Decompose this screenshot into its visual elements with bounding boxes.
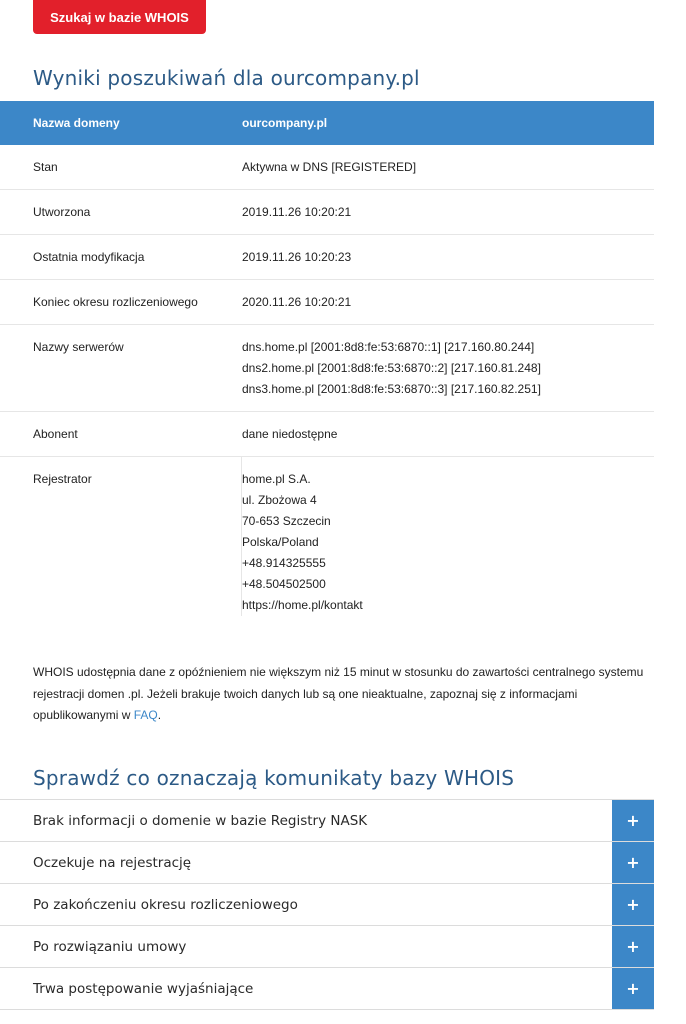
plus-icon[interactable]: + [612,926,654,967]
whois-info-text [33,662,653,727]
registrar-line: 70-653 Szczecin [242,514,331,528]
accordion-item-investigation[interactable] [0,967,654,1010]
registrar-line: https://home.pl/kontakt [242,598,363,612]
row-value: 2020.11.26 10:20:21 [242,295,352,309]
registrar-line: +48.504502500 [242,577,326,591]
table-row-subscriber [0,412,654,457]
info-body: WHOIS udostępnia dane z opóźnieniem nie większym niż 15 minut w stosunku do zawartości centralnego systemu rejestracji domen .pl. Jeżeli brakuje twoich danych lub są one nieaktualne, zapoznaj się z informacjami opublikowanymi w [33,665,644,722]
registrar-line: ul. Zbożowa 4 [242,493,317,507]
header-value: ourcompany.pl [242,116,328,130]
row-label: Nazwy serwerów [33,340,124,354]
plus-icon[interactable]: + [612,800,654,841]
row-label: Abonent [33,427,78,441]
row-value: dane niedostępne [242,427,338,441]
row-label: Koniec okresu rozliczeniowego [33,295,198,309]
registrar-line: home.pl S.A. [242,472,311,486]
plus-icon[interactable]: + [612,968,654,1009]
info-end: . [157,708,162,722]
table-row-billing-end [0,280,654,325]
table-row-registrar [0,457,654,627]
accordion-item-awaiting-registration[interactable] [0,841,654,883]
registrar-line: Polska/Poland [242,535,319,549]
accordion-label: Po rozwiązaniu umowy [33,938,187,955]
accordion-label: Po zakończeniu okresu rozliczeniowego [33,896,298,913]
table-row-modified [0,235,654,280]
nameserver-line: dns3.home.pl [2001:8d8:fe:53:6870::3] [217.160.82.251] [242,382,541,396]
row-value: 2019.11.26 10:20:23 [242,250,352,264]
plus-icon[interactable]: + [612,842,654,883]
messages-title: Sprawdź co oznaczają komunikaty bazy WHOIS [33,766,515,790]
row-label: Stan [33,160,58,174]
row-label: Rejestrator [33,472,92,486]
row-label: Utworzona [33,205,91,219]
table-row-nameservers [0,325,654,412]
accordion-item-contract-terminated[interactable] [0,925,654,967]
row-value [242,325,654,400]
whois-messages-accordion [0,799,654,1010]
accordion-item-no-info[interactable] [0,799,654,841]
accordion-label: Brak informacji o domenie w bazie Registry NASK [33,812,368,829]
row-value [241,457,654,616]
nameserver-line: dns2.home.pl [2001:8d8:fe:53:6870::2] [217.160.81.248] [242,361,541,375]
faq-link[interactable]: FAQ [133,708,158,722]
registrar-line: +48.914325555 [242,556,326,570]
search-whois-button[interactable]: Szukaj w bazie WHOIS [33,0,206,34]
whois-results-table [0,101,654,627]
accordion-item-after-billing[interactable] [0,883,654,925]
table-row-status [0,145,654,190]
row-label: Ostatnia modyfikacja [33,250,145,264]
row-value: Aktywna w DNS [REGISTERED] [242,160,417,174]
plus-icon[interactable]: + [612,884,654,925]
row-value: 2019.11.26 10:20:21 [242,205,352,219]
table-header [0,101,654,145]
nameserver-line: dns.home.pl [2001:8d8:fe:53:6870::1] [217.160.80.244] [242,340,535,354]
accordion-label: Trwa postępowanie wyjaśniające [33,980,254,997]
results-title: Wyniki poszukiwań dla ourcompany.pl [33,66,420,90]
accordion-label: Oczekuje na rejestrację [33,854,192,871]
header-label: Nazwa domeny [33,116,120,130]
table-row-created [0,190,654,235]
